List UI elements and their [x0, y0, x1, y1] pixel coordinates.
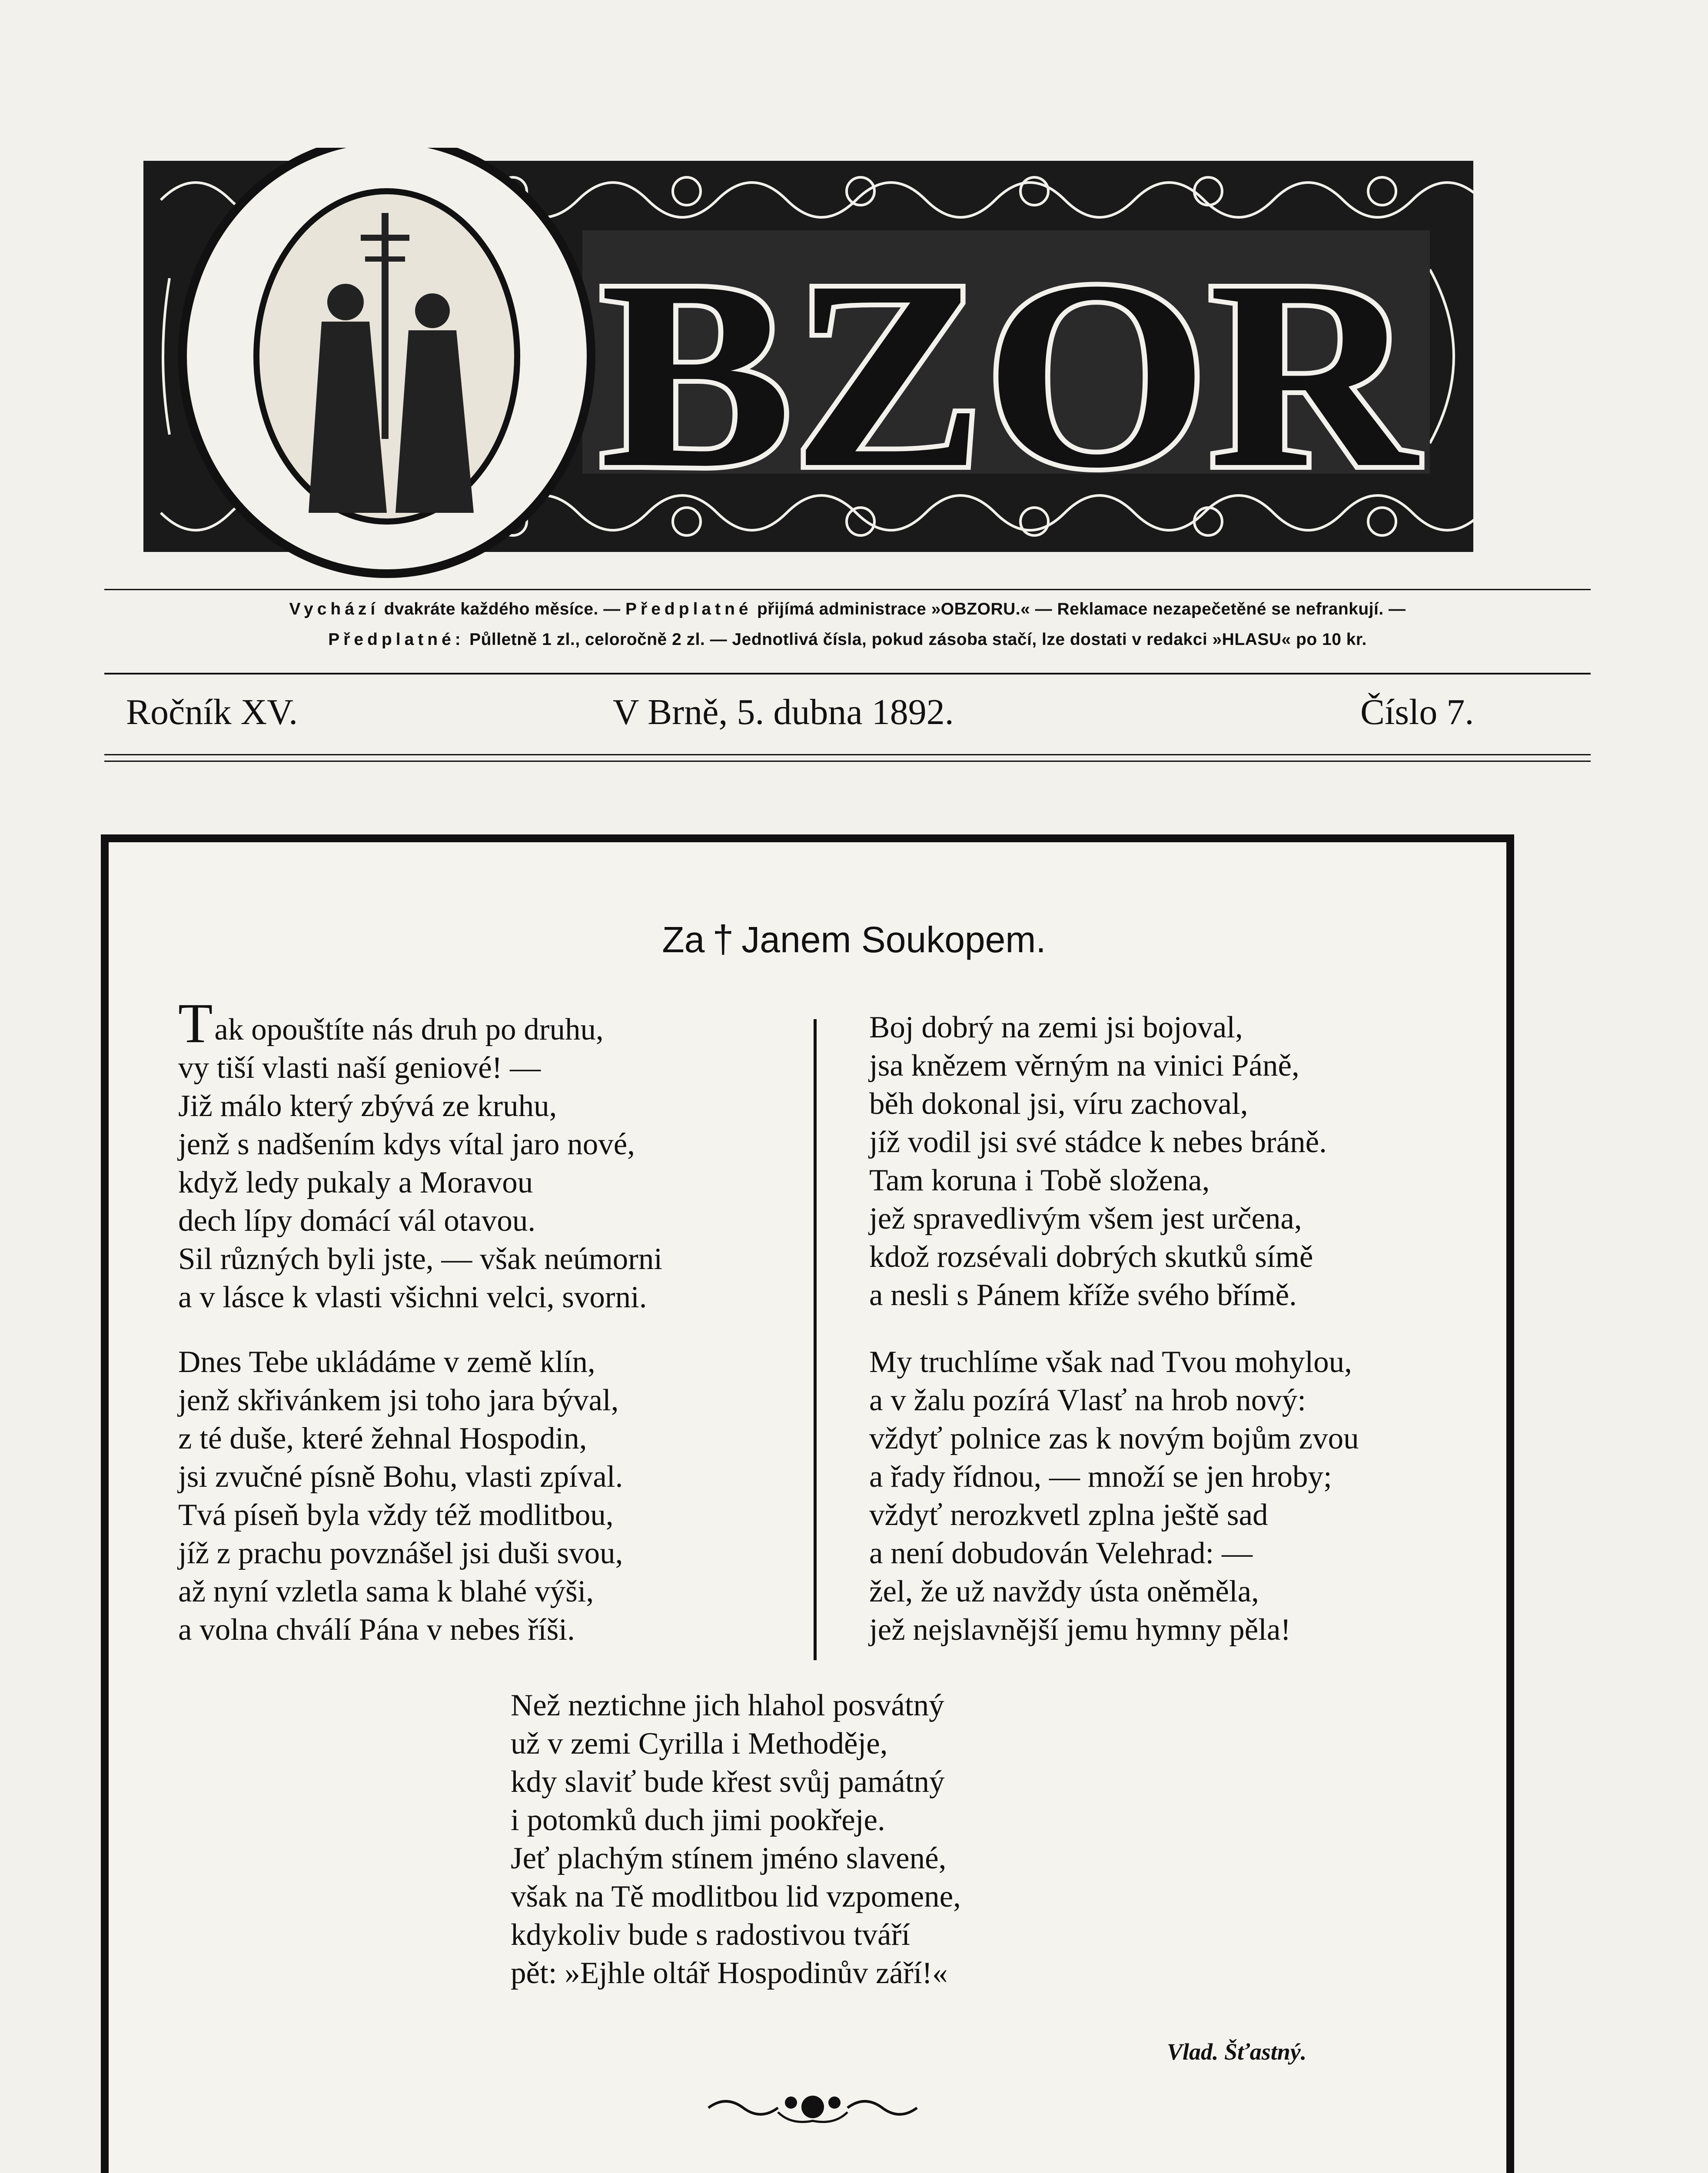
poem-line: Tam koruna i Tobě složena, — [869, 1163, 1210, 1197]
poem-line: a není dobudován Velehrad: — — [869, 1536, 1253, 1570]
poem-line: kdykoliv bude s radostivou tváří — [511, 1918, 910, 1952]
dateline: V Brně, 5. dubna 1892. — [613, 692, 954, 732]
poem-line: dech lípy domácí vál otavou. — [178, 1204, 536, 1238]
volume-label: Ročník XV. — [126, 692, 298, 732]
poem-line: jíž z prachu povznášel jsi duši svou, — [178, 1536, 623, 1570]
poem-line: Dnes Tebe ukládáme v země klín, — [178, 1345, 595, 1379]
poem-line: Již málo který zbývá ze kruhu, — [178, 1089, 557, 1123]
poem-line: Sil různých byli jste, — však neúmorni — [178, 1242, 663, 1276]
poem-line: a v žalu pozírá Vlasť na hrob nový: — [869, 1383, 1306, 1417]
drop-cap: T — [178, 992, 213, 1055]
poem-line: Než neztichne jich hlahol posvátný — [511, 1688, 944, 1722]
poem-line: My truchlíme však nad Tvou mohylou, — [869, 1345, 1352, 1379]
poem-line: Tvá píseň byla vždy též modlitbou, — [178, 1498, 614, 1532]
poem-line: vždyť nerozkvetl zplna ještě sad — [869, 1498, 1268, 1532]
poem-line: jež nejslavnější jemu hymny pěla! — [869, 1613, 1291, 1647]
stanza-5 — [511, 1686, 961, 1992]
issue-rule-bottom-1 — [104, 754, 1591, 755]
stanza-3 — [869, 1008, 1327, 1314]
poem-title — [0, 917, 1708, 961]
cross-icon: † — [712, 917, 734, 960]
poem-line-text: ak opouštíte nás druh po druhu, — [214, 1013, 604, 1047]
notice-label: Předplatné — [625, 600, 752, 618]
masthead-illustration — [143, 148, 1473, 582]
poem-line: a nesli s Pánem kříže svého břímě. — [869, 1278, 1297, 1312]
poem-line: jenž skřivánkem jsi toho jara býval, — [178, 1383, 619, 1417]
issue-rule-bottom-2 — [104, 761, 1591, 762]
stanza-4 — [869, 1343, 1359, 1649]
notice-text: Půlletně 1 zl., celoročně 2 zl. — Jednotlivá čísla, pokud zásoba stačí, lze dostati v redakci »HLASU« po 10 kr. — [469, 630, 1367, 649]
poem-line: běh dokonal jsi, víru zachoval, — [869, 1087, 1248, 1121]
subscription-notice-1 — [104, 600, 1591, 619]
notice-label: Předplatné: — [328, 630, 465, 649]
poem-line: jsa knězem věrným na vinici Páně, — [869, 1049, 1299, 1083]
notice-label: Vychází — [289, 600, 379, 618]
poem-line: jež spravedlivým všem jest určena, — [869, 1202, 1302, 1236]
poem-line: jíž vodil jsi své stádce k nebes bráně. — [869, 1125, 1327, 1159]
issue-rule-top — [104, 673, 1591, 674]
poem-line: Boj dobrý na zemi jsi bojoval, — [869, 1010, 1243, 1044]
poem-line: až nyní vzletla sama k blahé výši, — [178, 1575, 594, 1608]
poem-line: pět: »Ejhle oltář Hospodinův září!« — [511, 1956, 948, 1990]
poem-line: jsi zvučné písně Bohu, vlasti zpíval. — [178, 1460, 623, 1494]
poem-line: a v lásce k vlasti všichni velci, svorni. — [178, 1280, 647, 1314]
title-word: Za — [662, 919, 705, 960]
fleuron-ornament-icon — [704, 2082, 921, 2130]
title-name: Janem Soukopem. — [741, 919, 1046, 960]
poem-line: vždyť polnice zas k novým bojům zvou — [869, 1422, 1359, 1455]
notice-text: přijímá administrace »OBZORU.« — Reklamace nezapečetěné se nefrankují. — — [757, 600, 1406, 618]
poem-line: Jeť plachým stínem jméno slavené, — [511, 1841, 947, 1875]
stanza-1 — [178, 992, 663, 1316]
masthead — [143, 148, 1473, 582]
top-rule — [104, 589, 1591, 590]
poem-line: když ledy pukaly a Moravou — [178, 1166, 533, 1199]
poem-line: a volna chválí Pána v nebes říši. — [178, 1613, 575, 1647]
poem-line: z té duše, které žehnal Hospodin, — [178, 1422, 587, 1455]
notice-text: dvakráte každého měsíce. — — [384, 600, 621, 618]
poem-line: a řady řídnou, — množí se jen hroby; — [869, 1460, 1332, 1494]
poem-line: kdy slaviť bude křest svůj památný — [511, 1765, 945, 1799]
poem-line: i potomků duch jimi pookřeje. — [511, 1803, 885, 1837]
poem-line: kdož rozsévali dobrých skutků símě — [869, 1240, 1313, 1274]
column-divider — [814, 1019, 817, 1660]
issue-number: Číslo 7. — [1360, 692, 1474, 732]
poem-line: už v zemi Cyrilla i Methoděje, — [511, 1727, 888, 1761]
poem-line: žel, že už navždy ústa oněměla, — [869, 1575, 1259, 1608]
subscription-notice-2 — [104, 630, 1591, 649]
poem-line — [178, 992, 662, 1055]
poem-line: však na Tě modlitbou lid vzpomene, — [511, 1880, 961, 1914]
author-signature: Vlad. Šťastný. — [1167, 2039, 1307, 2065]
title-letters: BZOR — [600, 226, 1421, 524]
stanza-2 — [178, 1343, 623, 1649]
poem-line: vy tiší vlasti naší geniové! — — [178, 1051, 541, 1085]
poem-line: jenž s nadšením kdys vítal jaro nové, — [178, 1127, 635, 1161]
